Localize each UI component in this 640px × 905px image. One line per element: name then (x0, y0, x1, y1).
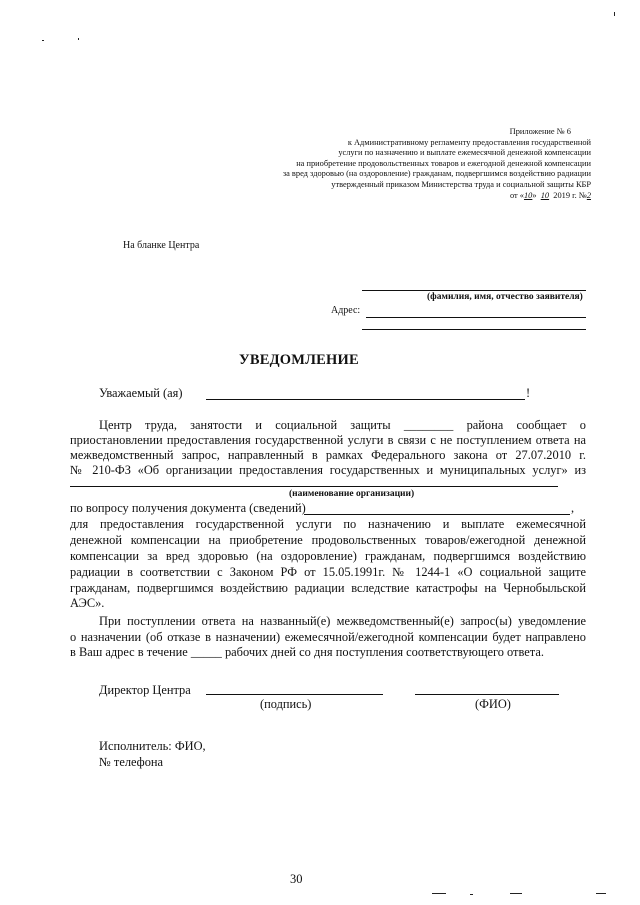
address-line-1 (366, 317, 586, 318)
signature-line (206, 694, 383, 695)
para2-line-5: радиации в соответствии с Законом РФ от 15.05.1991г. № 1244-1 «О социальной защите (70, 565, 586, 579)
annex-month: 10 (540, 190, 550, 200)
annex-title: Приложение № 6 (509, 127, 571, 136)
para3-line-2: о назначении (об отказе в назначении) ежемесячной/ежегодной компенсации будет направлено (70, 630, 586, 644)
para1-line-2: приостановлении предоставления государственной услуги в связи с не поступлением ответа на (70, 433, 586, 447)
para3-line-1: При поступлении ответа на названный(е) межведомственный(е) запрос(ы) уведомление (99, 614, 586, 628)
para1-line-4: № 210-ФЗ «Об организации предоставления государственных и муниципальных услуг» из (70, 463, 586, 477)
director-name-line (415, 694, 559, 695)
signature-caption: (подпись) (260, 697, 312, 711)
page-number: 30 (290, 872, 303, 886)
para2-line-3: денежной компенсации на приобретение продовольственных товаров/ежегодной денежной (70, 533, 586, 547)
page-title: УВЕДОМЛЕНИЕ (239, 352, 359, 368)
scan-speck (596, 893, 606, 894)
executor-phone: № телефона (99, 755, 164, 769)
director-label: Директор Центра (99, 683, 191, 697)
annex-day: 10 (523, 190, 533, 200)
annex-line-3: услуги по назначению и выплате ежемесячной денежной компенсации (338, 148, 591, 158)
applicant-name-line (362, 290, 586, 291)
scan-speck (42, 40, 44, 41)
para1-line-3: межведомственный запрос, направленный в рамках Федерального закона от 27.07.2010 г. (70, 448, 586, 462)
salutation: Уважаемый (ая) (99, 386, 183, 400)
para2-line-2: для предоставления государственной услуги по назначению и выплате ежемесячной (70, 517, 586, 531)
annex-line-5: за вред здоровью (на оздоровление) гражданам, подвергшимся воздействию радиации (282, 169, 591, 179)
address-line-2 (362, 329, 586, 330)
scan-speck (614, 12, 615, 16)
annex-number: 2 (586, 190, 591, 200)
annex-date-line (283, 191, 591, 202)
annex-line-6: утвержденный приказом Министерства труда и социальной защиты КБР (331, 179, 591, 189)
para1-line-1: Центр труда, занятости и социальной защиты ________ района сообщает о (99, 418, 586, 432)
para2-line-1-end: , (571, 501, 575, 515)
scan-speck (470, 894, 473, 895)
organization-caption: (наименование организации) (289, 489, 415, 499)
para2-line-6: гражданам, подвергшимся воздействию радиации вследствие катастрофы на Чернобыльской (70, 581, 586, 595)
address-label: Адрес: (331, 305, 361, 316)
blank-note: На бланке Центра (123, 240, 200, 251)
para3-line-3: в Ваш адрес в течение _____ рабочих дней со дня поступления соответствующего ответа. (70, 645, 544, 659)
director-name-caption: (ФИО) (475, 697, 511, 711)
annex-block (283, 127, 591, 201)
organization-line (70, 486, 558, 487)
applicant-caption: (фамилия, имя, отчество заявителя) (427, 292, 583, 302)
annex-line-2: к Административному регламенту предоставления государственной (347, 137, 591, 147)
annex-date-mid: » (532, 190, 537, 200)
salutation-name-line (206, 399, 525, 400)
annex-date-prefix: от « (509, 190, 524, 200)
annex-line-4: на приобретение продовольственных товаров и ежегодной денежной компенсации (296, 158, 591, 168)
executor-name: Исполнитель: ФИО, (99, 739, 206, 753)
document-line (304, 514, 570, 515)
scan-speck (432, 893, 446, 894)
annex-year: 2019 г. № (553, 190, 587, 200)
salutation-end: ! (526, 386, 531, 400)
scan-speck (78, 38, 79, 40)
para2-line-7: АЭС». (70, 596, 105, 610)
para2-line-4: компенсации за вред здоровью (на оздоровление) гражданам, подвергшимся воздействию (70, 549, 586, 563)
scan-speck (510, 893, 522, 894)
para2-line-1: по вопросу получения документа (сведений) (70, 501, 306, 515)
